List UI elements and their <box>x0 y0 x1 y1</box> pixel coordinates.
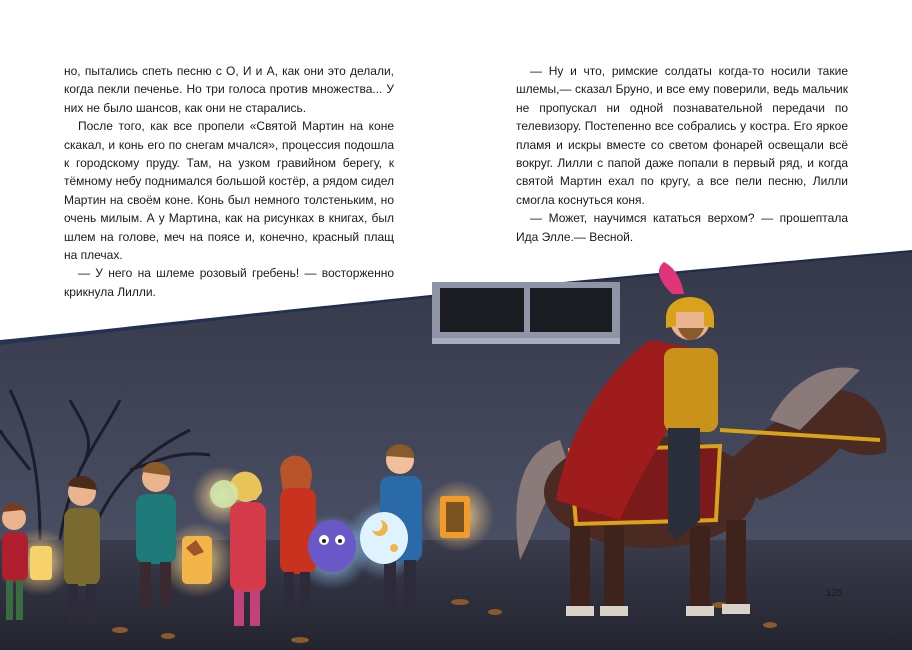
paragraph: — Ну и что, римские солдаты когда-то носили такие шлемы,— сказал Бруно, и все ему поверили, ведь мальчик не пропускал ни одной познавательной передачи по телевизору. Постепенно все собрались у костра. Его яркое пламя и искры вместе со светом фонарей освещали всё вокруг. Лилли с папой даже попали в первый ряд, и когда святой Мартин ехал по кругу, а все пели песню, Лилли смогла коснуться коня. <box>516 64 848 207</box>
paragraph: — У него на шлеме розовый гребень! — восторженно крикнула Лилли. <box>64 266 394 299</box>
text-column-left <box>64 62 394 301</box>
paragraph: но, пытались спеть песню с О, И и А, как они это делали, когда пекли печенье. Но три голоса против множества... У них не было шансов, как они не старались. <box>64 64 394 115</box>
text-column-right <box>516 62 848 246</box>
paragraph: После того, как все пропели «Святой Мартин на коне скакал, и конь его по снегам мчался», процессия подошла к городскому пруду. Там, на узком гравийном берегу, к тёмному небу поднимался большой костёр, а рядом сидел Мартин на своём коне. Конь был немного толстеньким, но очень милым. А у Мартина, как на рисунках в книгах, был шлем на голове, меч на поясе и, конечно, красный плащ на плечах. <box>64 119 394 263</box>
building-windows <box>432 282 620 344</box>
paragraph: — Может, научимся кататься верхом? — прошептала Ида Элле.— Весной. <box>516 211 848 244</box>
page-number: 125 <box>826 588 843 599</box>
